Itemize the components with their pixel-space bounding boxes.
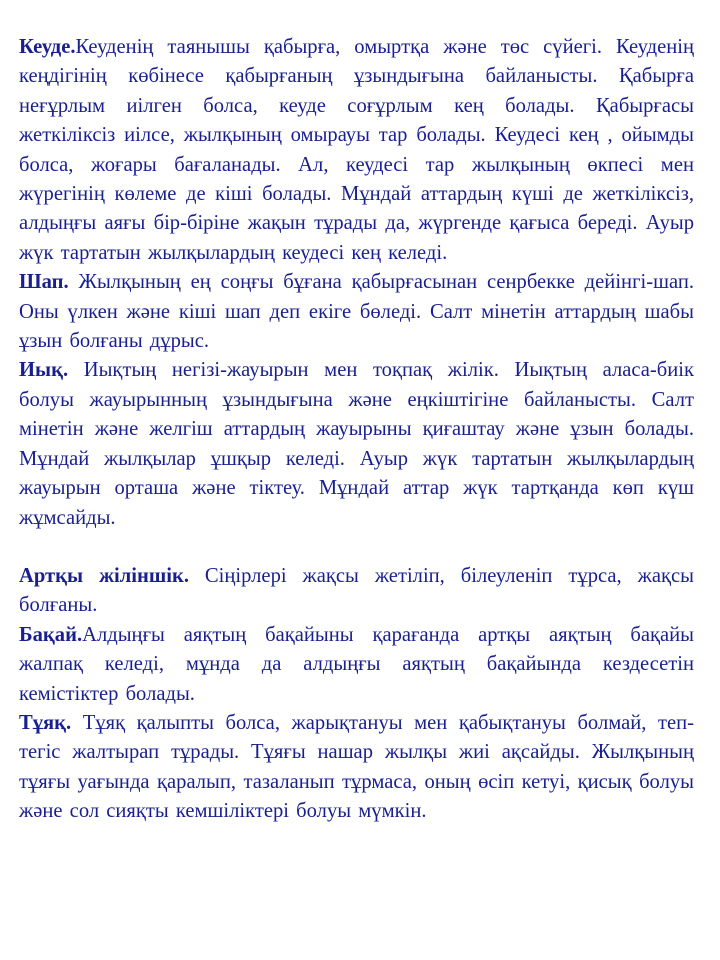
- text-keude: Кеуденің таянышы қабырға, омыртқа және төс сүйегі. Кеуденің кеңдігінің көбінесе қабырғаның ұзындығына байланысты. Қабырға неғұрлым иілген болса, кеуде соғұрлым кең болады. Қабырғасы жеткіліксіз иілсе, жылқының омырауы тар болады. Кеудесі кең , ойымды болса, жоғары бағаланады. Ал, кеудесі тар жылқының өкпесі мен жүрегінің көлеме де кіші болады. Мұндай аттардың күші де жеткіліксіз, алдыңғы аяғы бір-біріне жақын тұрады да, жүргенде қағыса береді. Ауыр жүк тартатын жылқылардың кеудесі кең келеді.: [19, 36, 694, 264]
- term-iyq: Иық.: [19, 359, 69, 382]
- text-shap: Жылқының ең соңғы бұғана қабырғасынан сенрбекке дейінгі-шап. Оны үлкен және кіші шап деп екіге бөледі. Салт мінетін аттардың шабы ұзын болғаны дұрыс.: [19, 271, 694, 353]
- text-tuyaq: Тұяқ қалыпты болса, жарықтануы мен қабықтануы болмай, теп-тегіс жалтырап тұрады. Тұяғы нашар жылқы жиі ақсайды. Жылқының тұяғы уағында қаралып, тазаланып тұрмаса, оның өсіп кетуі, қисық болуы және сол сияқты кемшіліктері болуы мүмкін.: [19, 711, 694, 823]
- text-baqai: Алдыңғы аяқтың бақайыны қарағанда артқы аяқтың бақайы жалпақ келеді, мұнда да алдыңғы аяқтың бақайында кездесетін кемістіктер болады.: [19, 623, 694, 705]
- paragraph-tuyaq: [19, 709, 694, 827]
- term-keude: Кеуде.: [19, 36, 76, 58]
- paragraph-keude: [19, 33, 694, 268]
- paragraph-baqai: [19, 621, 694, 709]
- text-artqy-zhilinshik: Сіңірлері жақсы жетіліп, білеуленіп тұрса, жақсы болғаны.: [19, 564, 694, 617]
- term-tuyaq: Тұяқ.: [19, 711, 72, 734]
- term-shap: Шап.: [19, 271, 69, 294]
- paragraph-artqy-zhilinshik: [19, 562, 694, 621]
- term-baqai: Бақай.: [19, 623, 83, 646]
- text-iyq: Иықтың негізі-жауырын мен тоқпақ жілік. Иықтың аласа-биік болуы жауырынның ұзындығына және еңкіштігіне байланысты. Салт мінетін және желгіш аттардың жауырыны қиғаштау және ұзын болады. Мұндай жылқылар ұшқыр келеді. Ауыр жүк тартатын жылқылардың жауырын орташа және тіктеу. Мұндай аттар жүк тартқанда көп күш жұмсайды.: [19, 359, 694, 529]
- paragraph-iyq: [19, 356, 694, 532]
- term-artqy-zhilinshik: Артқы жіліншік.: [19, 564, 189, 587]
- paragraph-shap: [19, 268, 694, 356]
- document-page: [19, 33, 694, 827]
